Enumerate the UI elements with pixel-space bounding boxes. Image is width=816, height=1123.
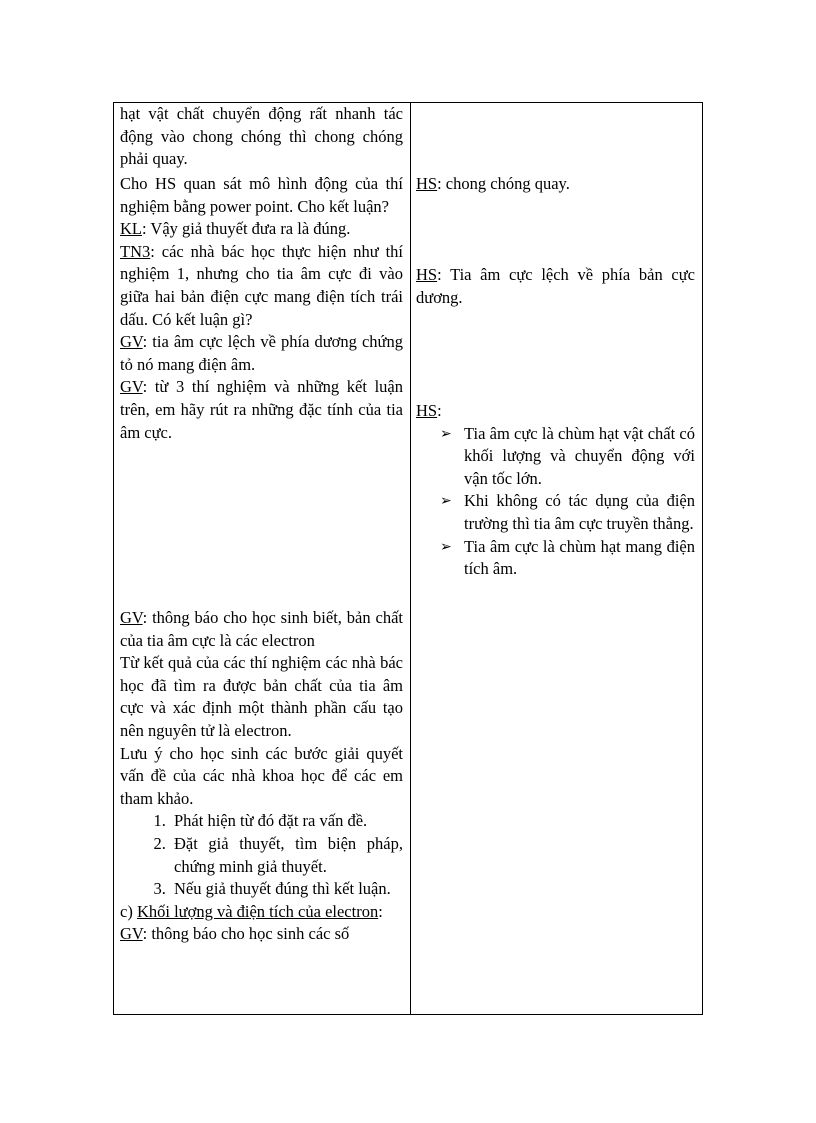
- section-prefix: c): [120, 901, 137, 921]
- step-item: 2. Đặt giả thuyết, tìm biện pháp, chứng minh giả thuyết.: [170, 833, 403, 878]
- text-gv-deflect: : tia âm cực lệch về phía dương chứng tỏ nó mang điện âm.: [120, 332, 403, 374]
- text-gv-electron: : thông báo cho học sinh biết, bản chất của tia âm cực là các electron: [120, 608, 403, 650]
- property-item: ➢ Khi không có tác dụng của điện trường thì tia âm cực truyền thẳng.: [440, 491, 695, 533]
- text-hs-1: : chong chóng quay.: [437, 174, 570, 193]
- text-gv-properties: : từ 3 thí nghiệm và những kết luận trên, em hãy rút ra những đặc tính của tia âm cực.: [120, 377, 403, 442]
- right-block-1: [416, 173, 695, 196]
- answer-hs-3: [416, 400, 695, 423]
- steps-list: [120, 810, 403, 900]
- label-gv: GV: [120, 608, 143, 627]
- paragraph-gv-numbers: [120, 923, 403, 946]
- text-hs-3: :: [437, 401, 442, 420]
- property-item: ➢ Tia âm cực là chùm hạt mang điện tích âm.: [440, 536, 695, 579]
- section-heading-text: Khối lượng và điện tích của electron: [136, 901, 379, 921]
- text-tn3: : các nhà bác học thực hiện như thí nghiệm 1, nhưng cho tia âm cực đi vào giữa hai bản điện cực mang điện tích trái dấu. Có kết luận gì?: [120, 241, 403, 329]
- properties-list: [416, 423, 695, 581]
- text-gv-numbers: : thông báo cho học sinh các số: [142, 924, 350, 944]
- left-block-2: [120, 173, 403, 444]
- step-item: 3. Nếu giả thuyết đúng thì kết luận.: [170, 878, 403, 901]
- label-gv: GV: [120, 332, 143, 352]
- text-hs-2: : Tia âm cực lệch về phía bản cực dương.: [416, 265, 695, 307]
- column-divider: [410, 103, 411, 1014]
- paragraph-gv-properties: [120, 376, 403, 444]
- label-tn3: TN3: [120, 241, 151, 261]
- step-item: 1. Phát hiện từ đó đặt ra vấn đề.: [170, 810, 403, 833]
- paragraph-powerpoint: Cho HS quan sát mô hình động của thí nghiệm bằng power point. Cho kết luận?: [120, 174, 403, 216]
- lesson-table: [113, 102, 703, 1015]
- section-heading-c: [120, 901, 403, 924]
- arrow-bullet-icon: ➢: [440, 538, 452, 555]
- answer-hs-1: [416, 173, 695, 196]
- label-hs: HS: [416, 265, 438, 284]
- section-suffix: :: [378, 901, 383, 921]
- paragraph-conclusion: [120, 218, 403, 241]
- paragraph-tn3: [120, 241, 403, 331]
- arrow-bullet-icon: ➢: [440, 425, 452, 442]
- label-gv: GV: [120, 377, 143, 397]
- right-block-2: [416, 264, 695, 309]
- paragraph-gv-electron: [120, 607, 403, 652]
- arrow-bullet-icon: ➢: [440, 493, 452, 510]
- label-hs: HS: [416, 174, 438, 193]
- right-block-3: [416, 400, 695, 581]
- left-block-1: [120, 103, 403, 171]
- label-kl: KL: [120, 219, 142, 239]
- paragraph-results: Từ kết quả của các thí nghiệm các nhà bác học đã tìm ra được bản chất của tia âm cực và xác định một thành phần cấu tạo nên nguyên tử là electron.: [120, 653, 403, 740]
- text-kl: : Vậy giả thuyết đưa ra là đúng.: [142, 219, 351, 239]
- property-item: ➢ Tia âm cực là chùm hạt vật chất có khối lượng và chuyển động với vận tốc lớn.: [440, 423, 695, 488]
- left-block-3: [120, 607, 403, 946]
- paragraph-particles: hạt vật chất chuyển động rất nhanh tác động vào chong chóng thì chong chóng phải quay.: [120, 104, 403, 169]
- paragraph-gv-deflect: [120, 331, 403, 376]
- label-gv: GV: [120, 924, 143, 944]
- paragraph-note: Lưu ý cho học sinh các bước giải quyết vấn đề của các nhà khoa học để các em tham khảo.: [120, 743, 403, 808]
- label-hs: HS: [416, 401, 438, 420]
- answer-hs-2: [416, 264, 695, 309]
